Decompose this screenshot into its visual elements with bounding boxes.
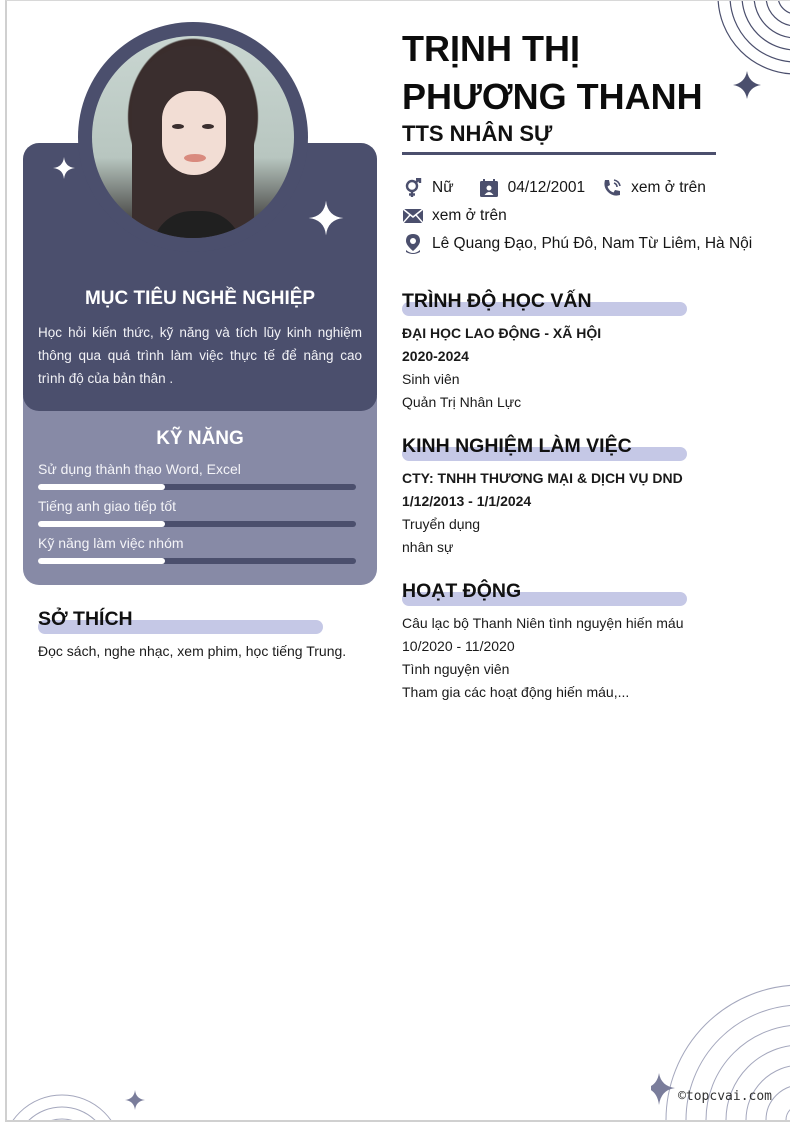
skill-label: Kỹ năng làm việc nhóm [38,535,184,551]
activities-title: HOẠT ĐỘNG [402,580,522,602]
skill-label: Sử dụng thành thạo Word, Excel [38,461,241,477]
education-title: TRÌNH ĐỘ HỌC VẤN [402,290,592,312]
calendar-icon [478,177,500,199]
activity-period: 10/2020 - 11/2020 [402,638,515,654]
experience-entry [402,467,762,559]
decorative-arcs-bottom-left [7,1070,147,1120]
watermark: ©topcvai.com [678,1089,772,1104]
hobbies-heading [38,608,323,634]
objective-text: Học hỏi kiến thức, kỹ năng và tích lũy kinh nghiệm thông qua quá trình làm việc thực tế để nâng cao trình độ của bản thân . [38,325,362,386]
phone-value: xem ở trên [631,179,706,196]
email-value: xem ở trên [432,207,507,224]
activity-position: Tình nguyện viên [402,661,510,677]
skill-level-bar [38,521,356,527]
candidate-name: TRỊNH THỊ PHƯƠNG THANH [402,28,703,117]
sparkle-icon [651,1073,675,1105]
job-title: TTS NHÂN SỰ [402,121,553,146]
decorative-arcs-top-right [711,1,790,111]
skill-level-bar [38,484,356,490]
sparkle-icon [125,1090,145,1110]
sparkle-icon [52,156,76,180]
contact-row-3 [402,233,752,255]
activity-description: Tham gia các hoạt động hiến máu,... [402,684,630,700]
sparkle-icon [307,199,345,237]
contact-row-1 [402,177,722,199]
contact-row-2 [402,205,507,227]
phone-icon [601,177,623,199]
company-name: CTY: TNHH THƯƠNG MẠI & DỊCH VỤ DND [402,470,683,486]
objective-title: MỤC TIÊU NGHỀ NGHIỆP [84,288,316,309]
skill-item [38,461,356,490]
education-major: Quản Trị Nhân Lực [402,394,522,410]
mail-icon [402,205,424,227]
address-value: Lê Quang Đạo, Phú Đô, Nam Từ Liêm, Hà Nội [432,235,753,252]
avatar [92,36,294,238]
experience-title: KINH NGHIỆM LÀM VIỆC [402,435,632,457]
gender-icon [402,177,424,199]
sparkle-icon [733,71,761,99]
school-name: ĐẠI HỌC LAO ĐỘNG - XÃ HỘI [402,325,602,341]
location-pin-icon [402,233,424,255]
education-entry [402,322,762,414]
education-status: Sinh viên [402,371,460,387]
experience-line-2: nhân sự [402,539,454,555]
gender-value: Nữ [432,179,454,196]
experience-line-1: Truyển dụng [402,516,481,532]
activity-org: Câu lạc bộ Thanh Niên tình nguyện hiến máu [402,615,684,631]
skills-title: KỸ NĂNG [156,428,244,449]
hobbies-text: Đọc sách, nghe nhạc, xem phim, học tiếng Trung. [38,643,347,659]
activities-heading [402,580,687,606]
birthday-value: 04/12/2001 [507,179,586,196]
cv-page [5,0,790,1122]
skill-level-bar [38,558,356,564]
skill-item [38,498,356,527]
education-heading [402,290,687,316]
activities-entry [402,612,762,704]
title-underline [402,152,716,155]
experience-heading [402,435,687,461]
skill-label: Tiếng anh giao tiếp tốt [38,498,177,514]
education-period: 2020-2024 [402,348,469,364]
skill-item [38,535,356,564]
experience-period: 1/12/2013 - 1/1/2024 [402,493,532,509]
hobbies-title: SỞ THÍCH [38,608,133,630]
